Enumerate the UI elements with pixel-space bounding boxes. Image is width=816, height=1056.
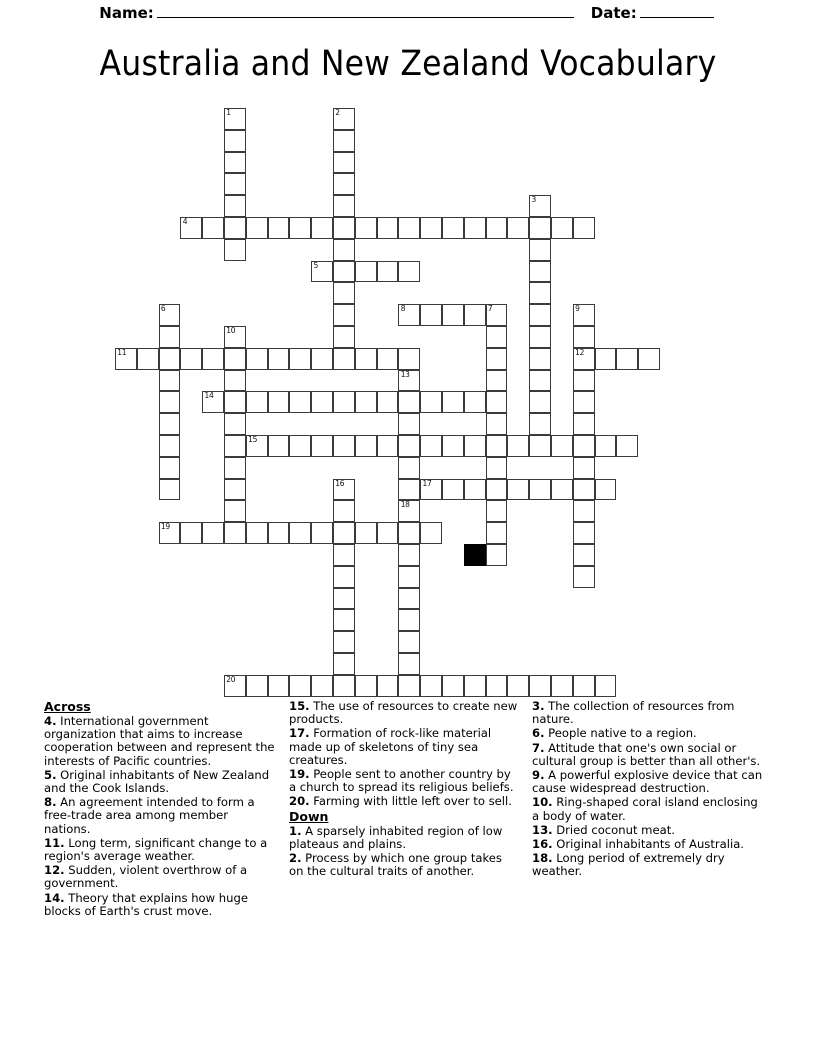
grid-cell[interactable] [573, 500, 595, 522]
grid-cell[interactable] [289, 435, 311, 457]
grid-cell[interactable] [333, 675, 355, 697]
grid-cell[interactable] [246, 391, 268, 413]
grid-cell[interactable] [398, 500, 420, 522]
grid-cell[interactable] [377, 217, 399, 239]
grid-cell[interactable] [486, 304, 508, 326]
grid-cell[interactable] [420, 217, 442, 239]
clue-number: 20. [289, 794, 310, 809]
down-heading: Down [289, 808, 329, 824]
grid-cell[interactable] [573, 675, 595, 697]
grid-cell[interactable] [311, 261, 333, 283]
grid-cell[interactable] [224, 435, 246, 457]
grid-cell[interactable] [398, 348, 420, 370]
grid-cell[interactable] [289, 391, 311, 413]
grid-cell[interactable] [573, 326, 595, 348]
grid-cell[interactable] [573, 217, 595, 239]
grid-cell[interactable] [507, 675, 529, 697]
grid-cell[interactable] [333, 544, 355, 566]
grid-cell[interactable] [573, 544, 595, 566]
grid-cell[interactable] [377, 675, 399, 697]
grid-cell[interactable] [333, 653, 355, 675]
grid-cell[interactable] [398, 435, 420, 457]
grid-cell[interactable] [202, 522, 224, 544]
clue-number: 11. [44, 835, 65, 850]
grid-cell[interactable] [442, 391, 464, 413]
grid-cell[interactable] [420, 522, 442, 544]
grid-cell[interactable] [377, 348, 399, 370]
grid-cell[interactable] [202, 217, 224, 239]
clue-across-8: 8. An agreement intended to form a free-trade area among member nations. [44, 795, 255, 836]
grid-cell[interactable] [398, 370, 420, 392]
grid-cell-number: 2 [335, 108, 340, 117]
grid-cell[interactable] [355, 348, 377, 370]
grid-cell[interactable] [464, 217, 486, 239]
grid-cell[interactable] [573, 457, 595, 479]
grid-cell[interactable] [333, 217, 355, 239]
grid-cell[interactable] [464, 391, 486, 413]
grid-cell-number: 8 [400, 304, 406, 314]
grid-cell[interactable] [486, 675, 508, 697]
grid-cell[interactable] [333, 479, 355, 501]
clue-down-10: 10. Ring-shaped coral island enclosing a body of water. [532, 795, 758, 823]
grid-cell[interactable] [224, 239, 246, 261]
grid-cell[interactable] [464, 675, 486, 697]
grid-cell[interactable] [573, 370, 595, 392]
grid-cell-number: 20 [226, 674, 236, 684]
grid-cell-number: 14 [204, 391, 214, 401]
clue-down-16: 16. Original inhabitants of Australia. [532, 837, 744, 852]
grid-cell-number: 18 [400, 500, 410, 510]
grid-cell[interactable] [573, 522, 595, 544]
clue-number: 6. [532, 726, 545, 741]
clue-down-13: 13. Dried coconut meat. [532, 822, 675, 837]
clue-number: 7. [532, 740, 545, 755]
grid-cell[interactable] [529, 239, 551, 261]
grid-cell[interactable] [202, 391, 224, 413]
clue-number: 3. [532, 699, 545, 713]
clue-down-1: 1. A sparsely inhabited region of low plateaus and plains. [289, 823, 503, 851]
grid-cell[interactable] [442, 479, 464, 501]
grid-cell[interactable] [159, 326, 181, 348]
grid-cell[interactable] [486, 326, 508, 348]
clue-down-2: 2. Process by which one group takes on the cultural traits of another. [289, 851, 502, 879]
grid-cell[interactable] [268, 435, 290, 457]
grid-cell[interactable] [398, 217, 420, 239]
grid-cell[interactable] [333, 500, 355, 522]
grid-cell[interactable] [333, 348, 355, 370]
clue-down-18: 18. Long period of extremely dry weather. [532, 851, 725, 879]
grid-cell[interactable] [573, 413, 595, 435]
grid-cell-number: 15 [248, 435, 258, 444]
grid-cell-number: 19 [160, 522, 170, 532]
grid-cell[interactable] [464, 435, 486, 457]
clue-across-4: 4. International government organization that aims to increase cooperation between and represent the interests of Pacific countries. [44, 714, 275, 768]
grid-cell[interactable] [224, 217, 246, 239]
grid-cell[interactable] [486, 217, 508, 239]
grid-cell[interactable] [246, 522, 268, 544]
grid-cell[interactable] [246, 675, 268, 697]
clue-number: 14. [44, 890, 65, 905]
clue-across-20: 20. Farming with little left over to sell. [289, 794, 512, 809]
grid-cell[interactable] [311, 522, 333, 544]
grid-cell[interactable] [202, 348, 224, 370]
grid-cell[interactable] [420, 304, 442, 326]
grid-cell-number: 12 [575, 347, 585, 357]
grid-cell[interactable] [159, 370, 181, 392]
grid-cell[interactable] [333, 631, 355, 653]
clue-across-5: 5. Original inhabitants of New Zealand and the Cook Islands. [44, 767, 270, 796]
grid-cell[interactable] [486, 348, 508, 370]
grid-cell[interactable] [398, 413, 420, 435]
grid-cell-number: 11 [117, 347, 127, 357]
grid-cell[interactable] [529, 413, 551, 435]
grid-cell[interactable] [224, 326, 246, 348]
grid-cell[interactable] [573, 391, 595, 413]
grid-cell[interactable] [268, 675, 290, 697]
grid-cell[interactable] [355, 675, 377, 697]
grid-block-cell [464, 544, 486, 566]
grid-cell[interactable] [507, 479, 529, 501]
grid-cell-number: 4 [182, 217, 188, 226]
clue-number: 10. [532, 795, 553, 810]
grid-cell-number: 3 [531, 195, 536, 205]
grid-cell[interactable] [289, 522, 311, 544]
grid-cell[interactable] [595, 348, 617, 370]
clue-down-7: 7. Attitude that one's own social or cultural group is better than all other's. [532, 740, 761, 768]
grid-cell[interactable] [159, 435, 181, 457]
grid-cell[interactable] [398, 261, 420, 283]
grid-cell[interactable] [529, 675, 551, 697]
grid-cell[interactable] [377, 522, 399, 544]
clue-down-3: 3. The collection of resources from nature. [532, 699, 735, 727]
grid-cell[interactable] [442, 675, 464, 697]
grid-cell[interactable] [398, 631, 420, 653]
grid-cell[interactable] [224, 522, 246, 544]
clue-across-19: 19. People sent to another country by a church to spread its religious beliefs. [289, 767, 514, 795]
grid-cell[interactable] [268, 391, 290, 413]
clue-across-14: 14. Theory that explains how huge blocks of Earth's crust move. [44, 890, 248, 918]
name-date-line [0, 0, 816, 30]
grid-cell[interactable] [486, 370, 508, 392]
grid-cell[interactable] [180, 522, 202, 544]
grid-cell[interactable] [224, 370, 246, 392]
grid-cell[interactable] [529, 304, 551, 326]
grid-cell[interactable] [529, 435, 551, 457]
grid-cell[interactable] [224, 108, 246, 130]
grid-cell[interactable] [355, 217, 377, 239]
grid-cell[interactable] [398, 566, 420, 588]
grid-cell[interactable] [159, 391, 181, 413]
grid-cell[interactable] [529, 217, 551, 239]
grid-cell[interactable] [246, 348, 268, 370]
grid-cell[interactable] [137, 348, 159, 370]
grid-cell[interactable] [224, 130, 246, 152]
clues-column-1 [44, 700, 287, 919]
grid-cell-number: 16 [335, 478, 345, 488]
grid-cell[interactable] [551, 675, 573, 697]
grid-cell[interactable] [573, 348, 595, 370]
grid-cell[interactable] [355, 391, 377, 413]
clue-number: 8. [44, 795, 57, 810]
clue-number: 15. [289, 699, 310, 713]
date-label: Date: [590, 4, 637, 22]
grid-cell[interactable] [551, 435, 573, 457]
grid-cell[interactable] [595, 435, 617, 457]
grid-cell[interactable] [398, 544, 420, 566]
clue-across-12: 12. Sudden, violent overthrow of a government. [44, 863, 248, 891]
grid-cell[interactable] [398, 609, 420, 631]
grid-cell[interactable] [486, 435, 508, 457]
grid-cell-number: 9 [575, 304, 580, 314]
crossword-grid[interactable] [115, 108, 705, 698]
grid-cell[interactable] [398, 675, 420, 697]
name-blank-line[interactable] [157, 4, 574, 18]
grid-cell[interactable] [289, 217, 311, 239]
grid-cell[interactable] [224, 195, 246, 217]
clue-number: 4. [44, 714, 57, 728]
clues-container [44, 700, 774, 919]
grid-cell[interactable] [246, 217, 268, 239]
grid-cell[interactable] [311, 675, 333, 697]
grid-cell[interactable] [333, 304, 355, 326]
grid-cell[interactable] [616, 435, 638, 457]
grid-cell[interactable] [420, 391, 442, 413]
clue-number: 17. [289, 726, 310, 741]
grid-cell[interactable] [464, 304, 486, 326]
grid-cell[interactable] [180, 217, 202, 239]
grid-cell[interactable] [333, 609, 355, 631]
grid-cell-number: 17 [422, 478, 432, 488]
clue-number: 1. [289, 823, 302, 838]
clue-across-17: 17. Formation of rock-like material made up of skeletons of tiny sea creatures. [289, 726, 492, 767]
grid-cell[interactable] [333, 391, 355, 413]
grid-cell-number: 10 [226, 326, 236, 335]
grid-cell[interactable] [159, 522, 181, 544]
grid-cell[interactable] [529, 326, 551, 348]
grid-cell[interactable] [573, 479, 595, 501]
grid-cell[interactable] [398, 479, 420, 501]
grid-cell[interactable] [529, 391, 551, 413]
grid-cell[interactable] [355, 261, 377, 283]
grid-cell-number: 7 [487, 304, 493, 314]
clues-column-2 [287, 700, 530, 919]
grid-cell[interactable] [486, 413, 508, 435]
grid-cell[interactable] [333, 326, 355, 348]
grid-cell[interactable] [333, 435, 355, 457]
grid-cell[interactable] [311, 435, 333, 457]
grid-cell[interactable] [224, 675, 246, 697]
grid-cell[interactable] [595, 675, 617, 697]
grid-cell[interactable] [333, 173, 355, 195]
grid-cell[interactable] [159, 304, 181, 326]
grid-cell[interactable] [398, 391, 420, 413]
grid-cell[interactable] [529, 479, 551, 501]
grid-cell[interactable] [224, 391, 246, 413]
grid-cell[interactable] [398, 588, 420, 610]
clue-number: 19. [289, 767, 310, 782]
grid-cell[interactable] [224, 173, 246, 195]
grid-cell[interactable] [529, 370, 551, 392]
clue-number: 16. [532, 837, 553, 852]
grid-cell[interactable] [159, 457, 181, 479]
clue-number: 5. [44, 767, 57, 782]
grid-cell[interactable] [333, 108, 355, 130]
grid-cell[interactable] [486, 544, 508, 566]
grid-cell[interactable] [311, 348, 333, 370]
grid-cell-number: 5 [313, 260, 318, 270]
grid-cell[interactable] [551, 217, 573, 239]
grid-cell[interactable] [333, 130, 355, 152]
grid-cell[interactable] [464, 479, 486, 501]
grid-cell[interactable] [289, 675, 311, 697]
grid-cell[interactable] [595, 479, 617, 501]
grid-cell[interactable] [333, 195, 355, 217]
clue-down-9: 9. A powerful explosive device that can cause widespread destruction. [532, 768, 763, 796]
grid-cell[interactable] [224, 457, 246, 479]
grid-cell[interactable] [420, 675, 442, 697]
grid-cell[interactable] [224, 413, 246, 435]
grid-cell[interactable] [486, 479, 508, 501]
grid-cell[interactable] [159, 413, 181, 435]
grid-cell[interactable] [333, 522, 355, 544]
grid-cell[interactable] [311, 217, 333, 239]
grid-cell[interactable] [420, 435, 442, 457]
clue-number: 9. [532, 768, 545, 783]
grid-cell[interactable] [529, 348, 551, 370]
name-label: Name: [99, 4, 154, 22]
grid-cell[interactable] [573, 566, 595, 588]
grid-cell[interactable] [486, 522, 508, 544]
grid-cell[interactable] [507, 217, 529, 239]
clue-number: 13. [532, 822, 553, 837]
grid-cell[interactable] [268, 348, 290, 370]
grid-cell[interactable] [486, 391, 508, 413]
grid-cell[interactable] [573, 304, 595, 326]
clues-column-3 [530, 700, 773, 919]
clue-number: 12. [44, 863, 65, 878]
grid-cell[interactable] [180, 348, 202, 370]
grid-cell[interactable] [486, 457, 508, 479]
grid-cell-number: 1 [226, 108, 231, 117]
page-title: Australia and New Zealand Vocabulary [99, 44, 717, 84]
grid-cell[interactable] [333, 152, 355, 174]
grid-cell[interactable] [159, 479, 181, 501]
clue-number: 18. [532, 851, 553, 866]
grid-cell[interactable] [268, 217, 290, 239]
grid-cell[interactable] [420, 479, 442, 501]
grid-cell[interactable] [616, 348, 638, 370]
grid-cell[interactable] [311, 391, 333, 413]
grid-cell[interactable] [224, 479, 246, 501]
grid-cell[interactable] [115, 348, 137, 370]
grid-cell[interactable] [159, 348, 181, 370]
grid-cell[interactable] [377, 261, 399, 283]
grid-cell[interactable] [377, 435, 399, 457]
grid-cell[interactable] [442, 304, 464, 326]
grid-cell-number: 13 [400, 369, 410, 379]
across-heading: Across [44, 699, 91, 714]
grid-cell[interactable] [246, 435, 268, 457]
grid-cell[interactable] [551, 479, 573, 501]
grid-cell[interactable] [355, 435, 377, 457]
grid-cell[interactable] [224, 500, 246, 522]
grid-cell[interactable] [224, 348, 246, 370]
grid-cell[interactable] [398, 653, 420, 675]
grid-cell[interactable] [398, 304, 420, 326]
grid-cell[interactable] [333, 239, 355, 261]
grid-cell[interactable] [333, 588, 355, 610]
grid-cell[interactable] [289, 348, 311, 370]
grid-cell[interactable] [355, 522, 377, 544]
grid-cell[interactable] [377, 391, 399, 413]
grid-cell[interactable] [638, 348, 660, 370]
grid-cell[interactable] [442, 217, 464, 239]
grid-cell[interactable] [442, 435, 464, 457]
grid-cell[interactable] [224, 152, 246, 174]
grid-cell[interactable] [507, 435, 529, 457]
grid-cell[interactable] [333, 261, 355, 283]
date-blank-line[interactable] [640, 4, 714, 18]
grid-cell[interactable] [398, 522, 420, 544]
grid-cell[interactable] [529, 195, 551, 217]
grid-cell[interactable] [333, 282, 355, 304]
grid-cell-number: 6 [160, 304, 166, 314]
grid-cell[interactable] [486, 500, 508, 522]
grid-cell[interactable] [529, 282, 551, 304]
clue-down-6: 6. People native to a region. [532, 726, 697, 741]
grid-cell[interactable] [333, 566, 355, 588]
grid-cell[interactable] [398, 457, 420, 479]
clue-across-11: 11. Long term, significant change to a region's average weather. [44, 835, 268, 864]
clue-across-15: 15. The use of resources to create new products. [289, 699, 518, 727]
clue-number: 2. [289, 851, 302, 866]
grid-cell[interactable] [268, 522, 290, 544]
grid-cell[interactable] [529, 261, 551, 283]
grid-cell[interactable] [573, 435, 595, 457]
